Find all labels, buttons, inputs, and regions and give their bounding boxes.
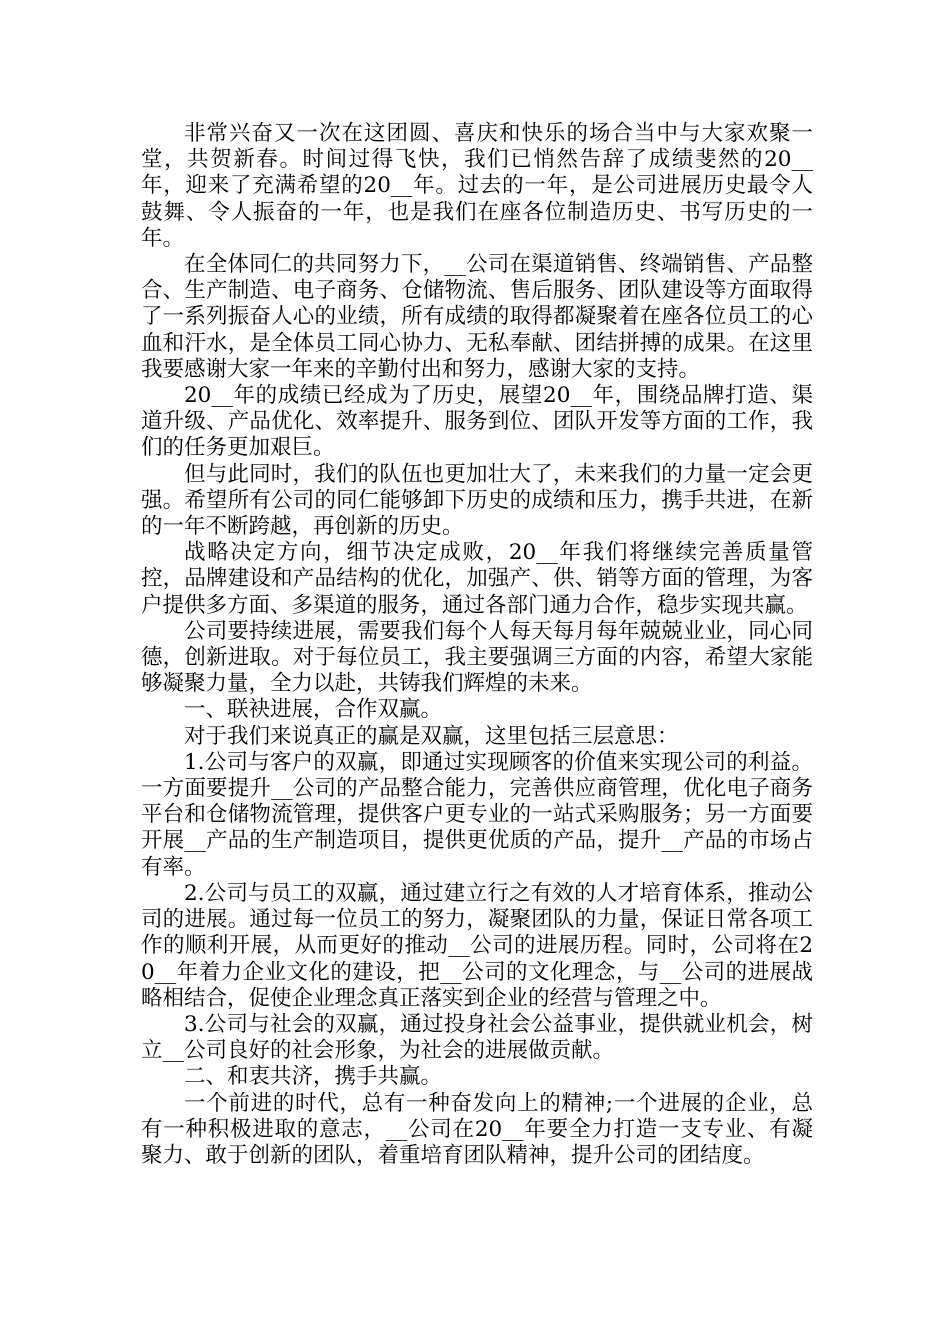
section-heading-1: 一、联袂进展，合作双赢。 — [184, 697, 443, 723]
paragraph-team-spirit: 一个前进的时代，总有一种奋发向上的精神;一个进展的企业，总有一种积极进取的意志，__公司在20__年要全力打造一支专业、有凝聚力、敢于创新的团队，着重培育团队精神，提升公司的团结度。 — [141, 1090, 813, 1168]
document-body — [141, 121, 813, 1169]
list-item-1: 1.公司与客户的双赢，即通过实现顾客的价值来实现公司的利益。一方面要提升__公司的产品整合能力，完善供应商管理，优化电子商务平台和仓储物流管理，提供客户更专业的一站式采购服务；另一方面要开展__产品的生产制造项目，提供更优质的产品，提升__产品的市场占有率。 — [141, 749, 813, 880]
paragraph-strategy: 战略决定方向，细节决定成败，20__年我们将继续完善质量管控，品牌建设和产品结构的优化，加强产、供、销等方面的管理，为客户提供多方面、多渠道的服务，通过各部门通力合作，稳步实现共赢。 — [141, 540, 813, 618]
paragraph-continuous-progress: 公司要持续进展，需要我们每个人每天每月每年兢兢业业，同心同德，创新进取。对于每位员工，我主要强调三方面的内容，希望大家能够凝聚力量，全力以赴，共铸我们辉煌的未来。 — [141, 618, 813, 697]
paragraph-opening: 非常兴奋又一次在这团圆、喜庆和快乐的场合当中与大家欢聚一堂，共贺新春。时间过得飞快，我们已悄然告辞了成绩斐然的20__年，迎来了充满希望的20__年。过去的一年，是公司进展历史最令人鼓舞、令人振奋的一年，也是我们在座各位制造历史、书写历史的一年。 — [141, 121, 813, 251]
list-item-2: 2.公司与员工的双赢，通过建立行之有效的人才培育体系，推动公司的进展。通过每一位员工的努力，凝聚团队的力量，保证日常各项工作的顺利开展，从而更好的推动__公司的进展历程。同时，公司将在20__年着力企业文化的建设，把__公司的文化理念，与__公司的进展战略相结合，促使企业理念真正落实到企业的经营与管理之中。 — [141, 880, 813, 1011]
paragraph-win-win-intro: 对于我们来说真正的赢是双赢，这里包括三层意思： — [184, 723, 679, 749]
paragraph-team-growth: 但与此同时，我们的队伍也更加壮大了，未来我们的力量一定会更强。希望所有公司的同仁能够卸下历史的成绩和压力，携手共进，在新的一年不断跨越，再创新的历史。 — [141, 461, 813, 540]
paragraph-achievements: 在全体同仁的共同努力下，__公司在渠道销售、终端销售、产品整合、生产制造、电子商务、仓储物流、售后服务、团队建设等方面取得了一系列振奋人心的业绩，所有成绩的取得都凝聚着在座各位员工的心血和汗水，是全体员工同心协力、无私奉献、团结拼搏的成果。在这里我要感谢大家一年来的辛勤付出和努力，感谢大家的支持。 — [141, 252, 813, 382]
paragraph-outlook: 20__年的成绩已经成为了历史，展望20__年，围绕品牌打造、渠道升级、产品优化、效率提升、服务到位、团队开发等方面的工作，我们的任务更加艰巨。 — [141, 383, 813, 461]
list-item-3: 3.公司与社会的双赢，通过投身社会公益事业，提供就业机会，树立__公司良好的社会形象，为社会的进展做贡献。 — [141, 1011, 813, 1064]
section-heading-2: 二、和衷共济，携手共赢。 — [184, 1064, 443, 1090]
